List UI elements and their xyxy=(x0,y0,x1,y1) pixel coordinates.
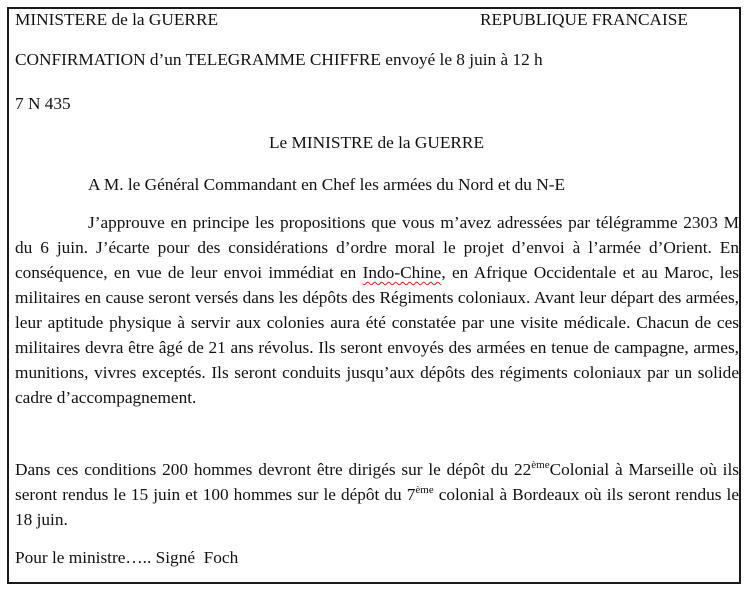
addressee-line: A M. le Général Commandant en Chef les armées du Nord et du N-E xyxy=(88,175,566,194)
paragraph-2-text-end: colonial à Bordeaux où ils seront rendus le 18 juin. xyxy=(15,485,739,529)
spellcheck-word: Indo-Chine xyxy=(362,263,442,282)
confirmation-line: CONFIRMATION d’un TELEGRAMME CHIFFRE envoyé le 8 juin à 12 h xyxy=(15,50,543,69)
paragraph-1-text: J’approuve en principe les propositions que vous m’avez adressées par télégramme 2303 M du 6 juin. J’écarte pour des considérations d’ordre moral le projet d’envoi à l’armée d’Orient. En conséquence, en vue de leur envoi immédiat en xyxy=(15,213,739,282)
ordinal-suffix: ème xyxy=(531,459,550,471)
body-paragraph-2 xyxy=(15,457,739,532)
signature-line: Pour le ministre….. Signé Foch xyxy=(15,548,239,567)
paragraph-2-text-mid: Colonial à Marseille où ils seront rendus le 15 juin et 100 hommes sur le dépôt du 7 xyxy=(15,460,740,504)
body-paragraph-1 xyxy=(15,210,739,410)
reference-number: 7 N 435 xyxy=(15,94,71,113)
paragraph-2-text: Dans ces conditions 200 hommes devront être dirigés sur le dépôt du 22 xyxy=(15,460,532,479)
republic-header: REPUBLIQUE FRANCAISE xyxy=(480,10,688,29)
sender-title: Le MINISTRE de la GUERRE xyxy=(268,133,485,152)
paragraph-1-text-end: , en Afrique Occidentale et au Maroc, les militaires en cause seront versés dans les dépôts des Régiments coloniaux. Avant leur départ des armées, leur aptitude physique à servir aux colonies aura été constatée par une visite médicale. Chacun de ces militaires devra être âgé de 21 ans révolus. Ils seront envoyés des armées en tenue de campagne, armes, munitions, vivres exceptés. Ils seront conduits jusqu’aux dépôts des régiments coloniaux par un solide cadre d’accompagnement. xyxy=(15,263,739,407)
ordinal-suffix: ème xyxy=(415,484,434,496)
ministry-header: MINISTERE de la GUERRE xyxy=(15,10,219,29)
